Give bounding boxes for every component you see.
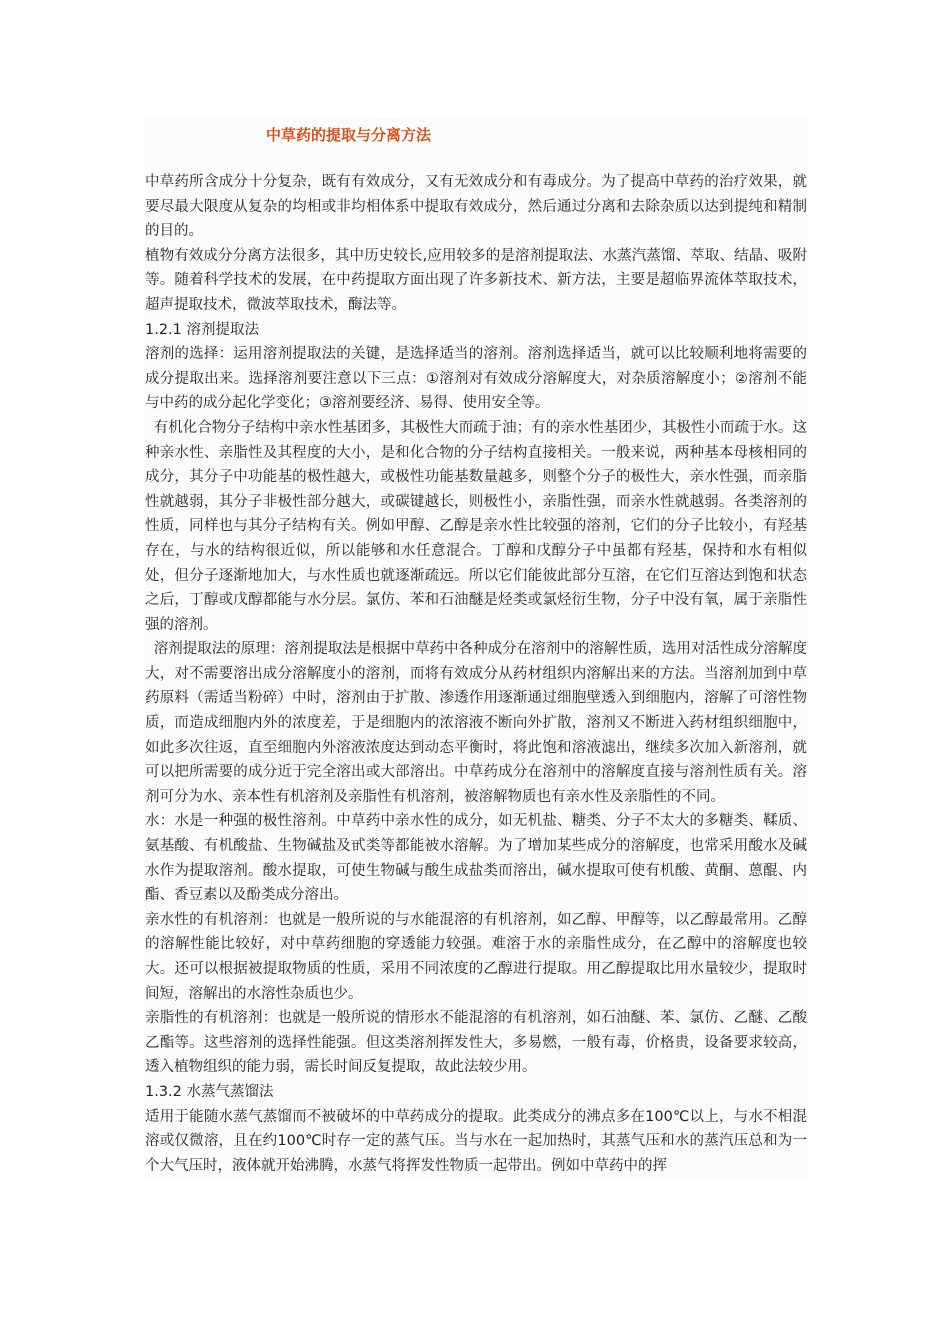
paragraph-polarity: 有机化合物分子结构中亲水性基团多，其极性大而疏于油；有的亲水性基团少，其极性小而疏于水。这种亲水性、亲脂性及其程度的大小，是和化合物的分子结构直接相关。一般来说，两种基本母核相同的成分，其分子中功能基的极性越大，或极性功能基数量越多，则整个分子的极性大，亲水性强，而亲脂性就越弱，其分子非极性部分越大，或碳键越长，则极性小，亲脂性强，而亲水性就越弱。各类溶剂的性质，同样也与其分子结构有关。例如甲醇、乙醇是亲水性比较强的溶剂，它们的分子比较小，有羟基存在，与水的结构很近似，所以能够和水任意混合。丁醇和戊醇分子中虽都有羟基，保持和水有相似处，但分子逐渐地加大，与水性质也就逐渐疏远。所以它们能彼此部分互溶，在它们互溶达到饱和状态之后，丁醇或戊醇都能与水分层。氯仿、苯和石油醚是烃类或氯烃衍生物，分子中没有氧，属于亲脂性强的溶剂。	[145, 419, 807, 633]
section-heading-steam-distillation: 1.3.2 水蒸气蒸馏法	[145, 1083, 274, 1100]
document-title: 中草药的提取与分离方法	[266, 126, 432, 144]
paragraph-extraction-principle: 溶剂提取法的原理：溶剂提取法是根据中草药中各种成分在溶剂中的溶解性质，选用对活性成分溶解度大，对不需要溶出成分溶解度小的溶剂，而将有效成分从药材组织内溶解出来的方法。当溶剂加到中草药原料（需适当粉碎）中时，溶剂由于扩散、渗透作用逐渐通过细胞壁透入到细胞内，溶解了可溶性物质，而造成细胞内外的浓度差，于是细胞内的浓溶液不断向外扩散，溶剂又不断进入药材组织细胞中，如此多次往返，直至细胞内外溶液浓度达到动态平衡时，将此饱和溶液滤出，继续多次加入新溶剂，就可以把所需要的成分近于完全溶出或大部溶出。中草药成分在溶剂中的溶解度直接与溶剂性质有关。溶剂可分为水、亲本性有机溶剂及亲脂性有机溶剂，被溶解物质也有亲水性及亲脂性的不同。	[145, 641, 807, 805]
paragraph-methods-overview: 植物有效成分分离方法很多，其中历史较长,应用较多的是溶剂提取法、水蒸汽蒸馏、萃取、结晶、吸附等。随着科学技术的发展，在中药提取方面出现了许多新技术、新方法，主要是超临界流体萃取技术，超声提取技术，微波萃取技术，酶法等。	[145, 247, 807, 313]
paragraph-water-solvent: 水：水是一种强的极性溶剂。中草药中亲水性的成分，如无机盐、糖类、分子不太大的多糖类、鞣质、氨基酸、有机酸盐、生物碱盐及甙类等都能被水溶解。为了增加某些成分的溶解度，也常采用酸水及碱水作为提取溶剂。酸水提取，可使生物碱与酸生成盐类而溶出，碱水提取可使有机酸、黄酮、蒽醌、内酯、香豆素以及酚类成分溶出。	[145, 813, 807, 904]
section-heading-solvent-extraction: 1.2.1 溶剂提取法	[145, 321, 260, 338]
paragraph-intro: 中草药所含成分十分复杂，既有有效成分，又有无效成分和有毒成分。为了提高中草药的治疗效果，就要尽最大限度从复杂的均相或非均相体系中提取有效成分，然后通过分离和去除杂质以达到提纯和精制的目的。	[145, 174, 807, 240]
paragraph-hydrophilic-solvent: 亲水性的有机溶剂：也就是一般所说的与水能混溶的有机溶剂，如乙醇、甲醇等，以乙醇最常用。乙醇的溶解性能比较好，对中草药细胞的穿透能力较强。难溶于水的亲脂性成分，在乙醇中的溶解度也较大。还可以根据被提取物质的性质，采用不同浓度的乙醇进行提取。用乙醇提取比用水量较少，提取时间短，溶解出的水溶性杂质也少。	[145, 911, 807, 1002]
document-body	[145, 118, 807, 1178]
paragraph-steam-distillation: 适用于能随水蒸气蒸馏而不被破坏的中草药成分的提取。此类成分的沸点多在100℃以上，与水不相混溶或仅微溶，且在约100℃时存一定的蒸气压。当与水在一起加热时，其蒸气压和水的蒸汽压总和为一个大气压时，液体就开始沸腾，水蒸气将挥发性物质一起带出。例如中草药中的挥	[145, 1108, 807, 1174]
paragraph-lipophilic-solvent: 亲脂性的有机溶剂：也就是一般所说的情形水不能混溶的有机溶剂，如石油醚、苯、氯仿、乙醚、乙酸乙酯等。这些溶剂的选择性能强。但这类溶剂挥发性大，多易燃，一般有毒，价格贵，设备要求较高，透入植物组织的能力弱，需长时间反复提取，故此法较少用。	[145, 1010, 807, 1076]
paragraph-solvent-selection: 溶剂的选择：运用溶剂提取法的关键，是选择适当的溶剂。溶剂选择适当，就可以比较顺利地将需要的成分提取出来。选择溶剂要注意以下三点：①溶剂对有效成分溶解度大，对杂质溶解度小；②溶剂不能与中药的成分起化学变化；③溶剂要经济、易得、使用安全等。	[145, 346, 807, 412]
